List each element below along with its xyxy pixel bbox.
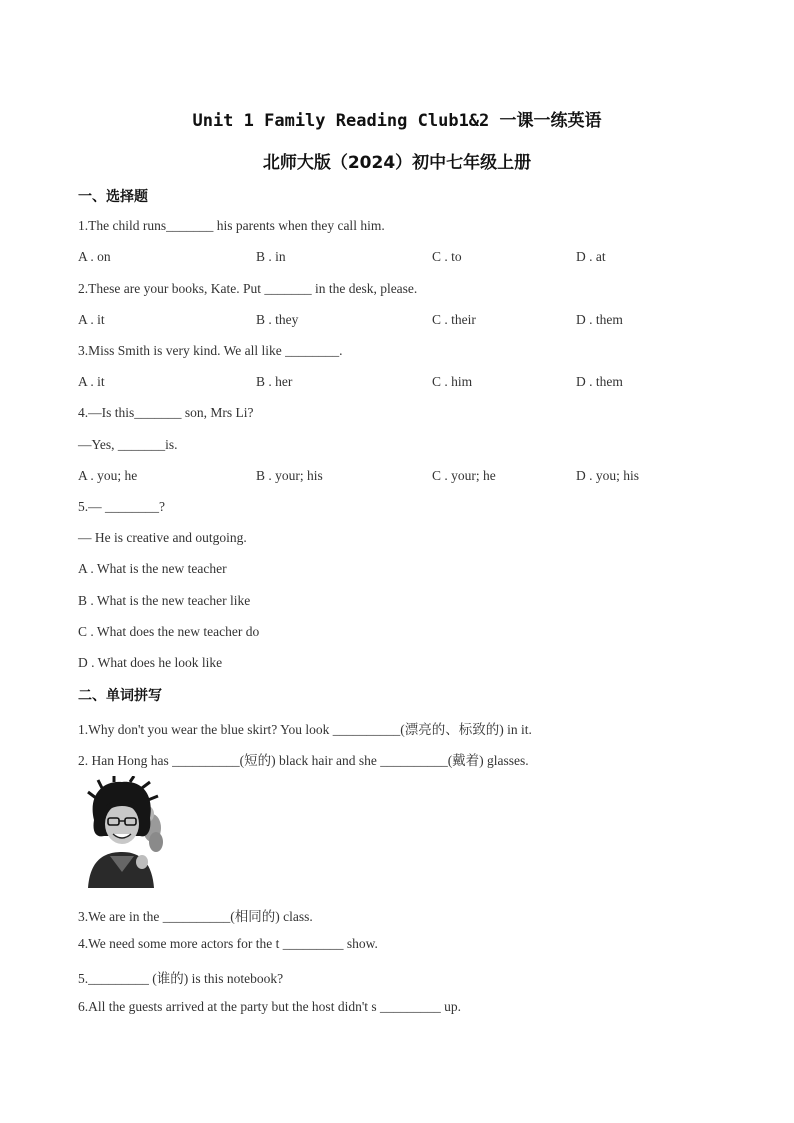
q2-option-d: D . them [576, 312, 623, 327]
spelling-item-3: 3.We are in the __________(相同的) class. [78, 909, 313, 924]
spelling-item-5: 5._________ (谁的) is this notebook? [78, 971, 284, 986]
q2-option-b: B . they [256, 312, 299, 327]
q4-option-b: B . your; his [256, 468, 323, 483]
spelling-item-1: 1.Why don't you wear the blue skirt? You look __________(漂亮的、标致的) in it. [78, 722, 532, 737]
q4-option-c: C . your; he [432, 468, 496, 483]
q1-option-b: B . in [256, 249, 286, 264]
spelling-item-2: 2. Han Hong has __________(短的) black hair and she __________(戴着) glasses. [78, 753, 529, 768]
q3-option-a: A . it [78, 374, 105, 389]
spelling-item-6: 6.All the guests arrived at the party but the host didn't s _________ up. [78, 999, 462, 1014]
question-4-reply: —Yes, _______is. [78, 437, 178, 452]
q1-option-a: A . on [78, 249, 111, 264]
document-subtitle: 北师大版（2024）初中七年级上册 [262, 153, 532, 173]
woman-portrait-icon [80, 776, 164, 888]
q5-option-c: C . What does the new teacher do [78, 624, 260, 639]
q5-option-a: A . What is the new teacher [78, 561, 227, 576]
question-4-stem: 4.—Is this_______ son, Mrs Li? [78, 405, 254, 420]
q5-option-b: B . What is the new teacher like [78, 593, 251, 608]
q3-option-b: B . her [256, 374, 293, 389]
section-heading-multiple-choice: 一、选择题 [78, 189, 148, 205]
q3-option-c: C . him [432, 374, 473, 389]
q2-option-c: C . their [432, 312, 476, 327]
question-1-stem: 1.The child runs_______ his parents when they call him. [78, 218, 385, 233]
q3-option-d: D . them [576, 374, 623, 389]
q1-option-d: D . at [576, 249, 606, 264]
document-title: Unit 1 Family Reading Club1&2 一课一练英语 [192, 111, 602, 131]
q1-option-c: C . to [432, 249, 462, 264]
q2-option-a: A . it [78, 312, 105, 327]
q5-option-d: D . What does he look like [78, 655, 223, 670]
section-heading-spelling: 二、单词拼写 [78, 688, 162, 704]
spelling-item-4: 4.We need some more actors for the t _________ show. [78, 936, 378, 951]
question-3-stem: 3.Miss Smith is very kind. We all like ________. [78, 343, 343, 358]
q4-option-a: A . you; he [78, 468, 138, 483]
question-5-stem: 5.— ________? [78, 499, 165, 514]
q4-option-d: D . you; his [576, 468, 640, 483]
question-5-reply: — He is creative and outgoing. [78, 530, 247, 545]
question-2-stem: 2.These are your books, Kate. Put _______ in the desk, please. [78, 281, 418, 296]
